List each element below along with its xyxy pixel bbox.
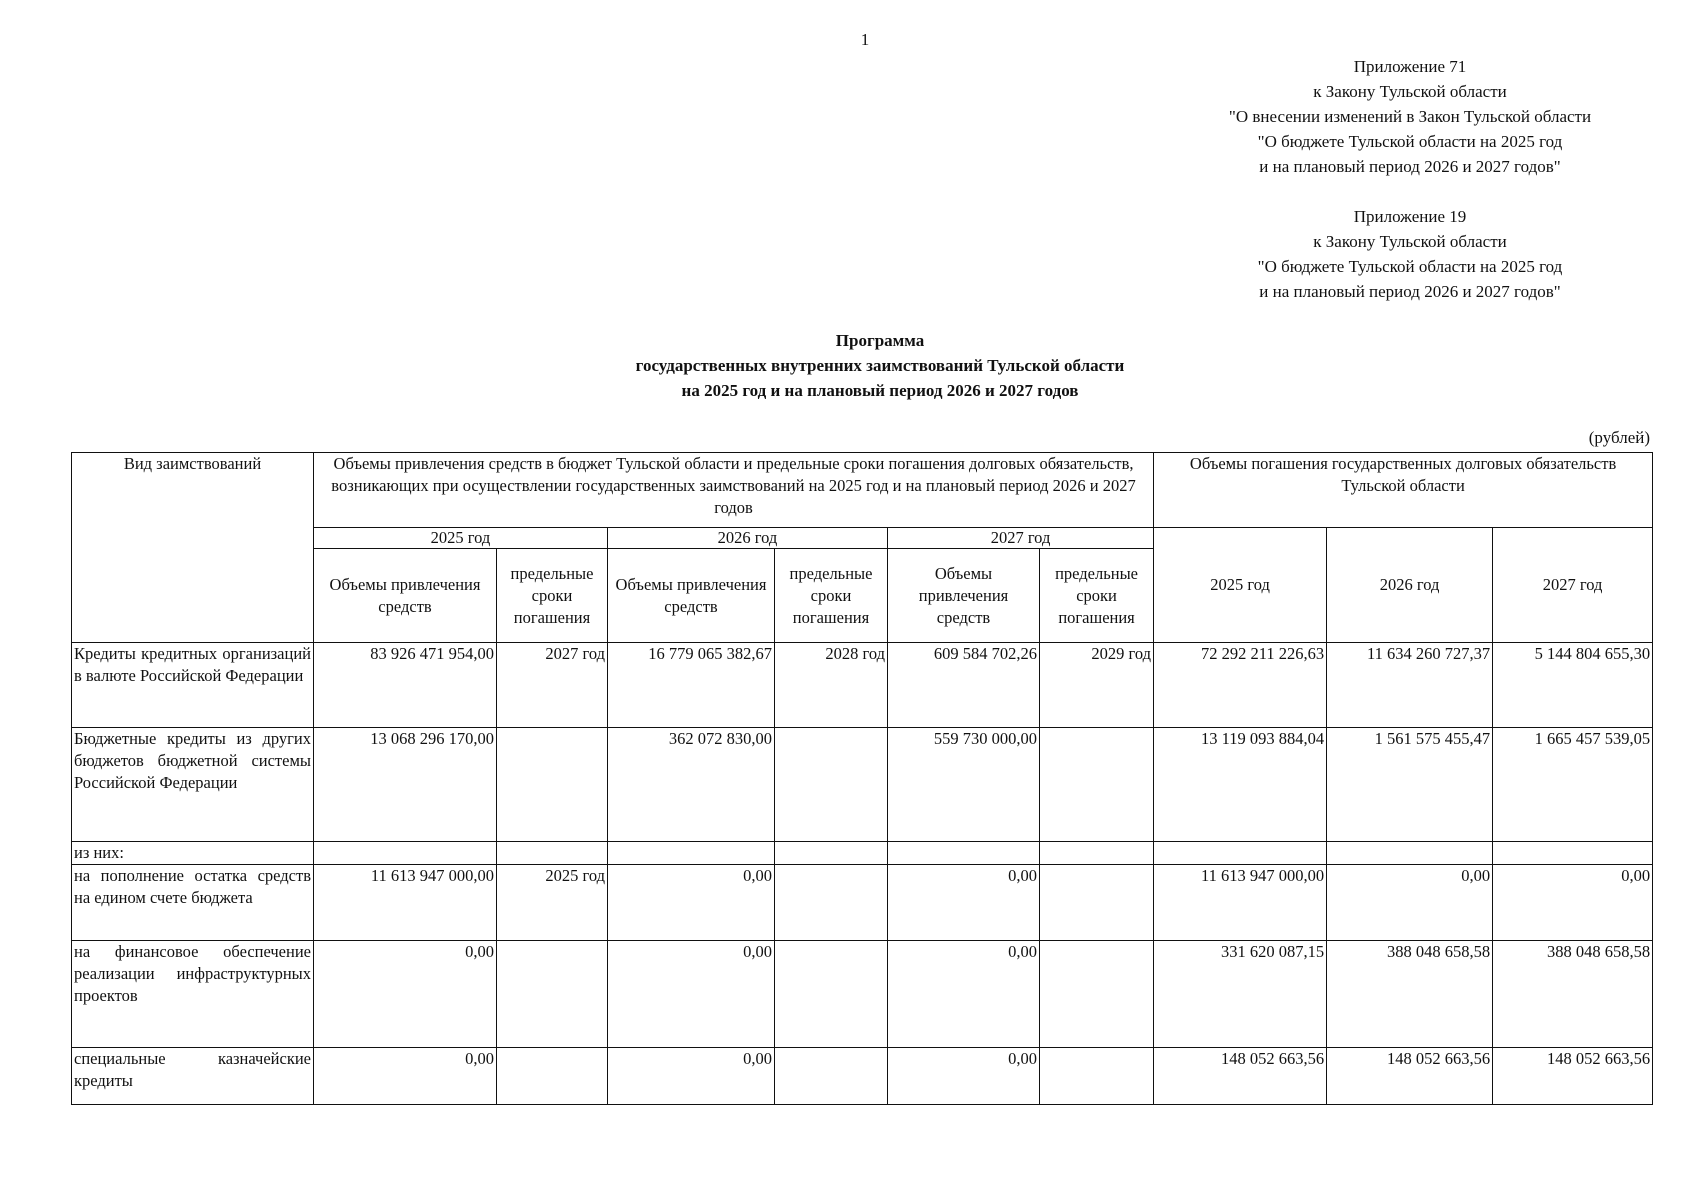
- units-label: (рублей): [1588, 428, 1650, 447]
- term-2026: [775, 842, 888, 865]
- appendix-line: "О бюджете Тульской области на 2025 год: [1257, 132, 1563, 151]
- repayment-2025: 11 613 947 000,00: [1154, 865, 1327, 941]
- repayment-2025: 13 119 093 884,04: [1154, 728, 1327, 842]
- table-row: [72, 643, 1653, 728]
- appendix-line: к Закону Тульской области: [1313, 82, 1507, 101]
- attraction-2025: 11 613 947 000,00: [314, 865, 497, 941]
- row-label: специальные казначейские кредиты: [72, 1048, 314, 1105]
- table-row: [72, 941, 1653, 1048]
- term-2027: [1040, 842, 1154, 865]
- appendix-71-header: [1180, 54, 1640, 179]
- term-2025: 2027 год: [497, 643, 608, 728]
- header-borrowing-type: Вид заимствований: [72, 453, 314, 643]
- header-year-2027: 2027 год: [888, 528, 1154, 549]
- attraction-2026: 16 779 065 382,67: [608, 643, 775, 728]
- header-attraction-volumes: Объемы привлечения средств в бюджет Тульской области и предельные сроки погашения долговых обязательств, возникающих при осуществлении государственных заимствований на 2025 год и на плановый период 2026 и 2027 годов: [314, 453, 1154, 528]
- term-2025: [497, 842, 608, 865]
- appendix-line: Приложение 19: [1353, 207, 1467, 226]
- attraction-2027: 0,00: [888, 865, 1040, 941]
- appendix-line: Приложение 71: [1353, 57, 1467, 76]
- attraction-2026: 0,00: [608, 1048, 775, 1105]
- table-row: [72, 842, 1653, 865]
- subheader-term-2027: предельные сроки погашения: [1040, 549, 1154, 643]
- subheader-volume-2027: Объемы привлечения средств: [888, 549, 1040, 643]
- repayment-2025: 148 052 663,56: [1154, 1048, 1327, 1105]
- term-2025: [497, 728, 608, 842]
- term-2026: [775, 865, 888, 941]
- title-line: на 2025 год и на плановый период 2026 и 2027 годов: [681, 381, 1079, 400]
- subheader-term-2026: предельные сроки погашения: [775, 549, 888, 643]
- repayment-2025: [1154, 842, 1327, 865]
- appendix-19-header: [1180, 204, 1640, 304]
- attraction-2026: 362 072 830,00: [608, 728, 775, 842]
- repayment-2026: 148 052 663,56: [1327, 1048, 1493, 1105]
- repayment-2026: 388 048 658,58: [1327, 941, 1493, 1048]
- attraction-2027: 559 730 000,00: [888, 728, 1040, 842]
- subheader-volume-2025: Объемы привлечения средств: [314, 549, 497, 643]
- term-2026: [775, 941, 888, 1048]
- header-repay-2025: 2025 год: [1154, 528, 1327, 643]
- row-label: Кредиты кредитных организаций в валюте Российской Федерации: [72, 643, 314, 728]
- repayment-2027: 5 144 804 655,30: [1493, 643, 1653, 728]
- appendix-line: к Закону Тульской области: [1313, 232, 1507, 251]
- attraction-2026: [608, 842, 775, 865]
- row-label: на финансовое обеспечение реализации инфраструктурных проектов: [72, 941, 314, 1048]
- term-2026: [775, 728, 888, 842]
- document-title: [380, 328, 1380, 403]
- term-2026: 2028 год: [775, 643, 888, 728]
- repayment-2026: 1 561 575 455,47: [1327, 728, 1493, 842]
- page-number: 1: [860, 30, 870, 49]
- term-2027: [1040, 728, 1154, 842]
- repayment-2026: 11 634 260 727,37: [1327, 643, 1493, 728]
- term-2026: [775, 1048, 888, 1105]
- attraction-2025: 0,00: [314, 1048, 497, 1105]
- borrowing-program-table: [71, 452, 1653, 1105]
- attraction-2025: 13 068 296 170,00: [314, 728, 497, 842]
- attraction-2025: 0,00: [314, 941, 497, 1048]
- repayment-2027: 0,00: [1493, 865, 1653, 941]
- term-2027: [1040, 941, 1154, 1048]
- attraction-2026: 0,00: [608, 865, 775, 941]
- header-repayment-volumes: Объемы погашения государственных долговых обязательств Тульской области: [1154, 453, 1653, 528]
- row-label: Бюджетные кредиты из других бюджетов бюджетной системы Российской Федерации: [72, 728, 314, 842]
- appendix-line: "О внесении изменений в Закон Тульской области: [1228, 107, 1592, 126]
- row-label: из них:: [72, 842, 314, 865]
- repayment-2025: 331 620 087,15: [1154, 941, 1327, 1048]
- attraction-2025: [314, 842, 497, 865]
- title-line: Программа: [835, 331, 925, 350]
- term-2027: [1040, 865, 1154, 941]
- term-2027: [1040, 1048, 1154, 1105]
- appendix-line: и на плановый период 2026 и 2027 годов": [1259, 282, 1561, 301]
- attraction-2026: 0,00: [608, 941, 775, 1048]
- appendix-line: "О бюджете Тульской области на 2025 год: [1257, 257, 1563, 276]
- term-2025: 2025 год: [497, 865, 608, 941]
- subheader-term-2025: предельные сроки погашения: [497, 549, 608, 643]
- repayment-2027: 148 052 663,56: [1493, 1048, 1653, 1105]
- attraction-2025: 83 926 471 954,00: [314, 643, 497, 728]
- header-repay-2027: 2027 год: [1493, 528, 1653, 643]
- repayment-2026: 0,00: [1327, 865, 1493, 941]
- table-row: [72, 865, 1653, 941]
- subheader-volume-2026: Объемы привлечения средств: [608, 549, 775, 643]
- repayment-2025: 72 292 211 226,63: [1154, 643, 1327, 728]
- attraction-2027: [888, 842, 1040, 865]
- table-row: [72, 728, 1653, 842]
- title-line: государственных внутренних заимствований Тульской области: [635, 356, 1125, 375]
- attraction-2027: 0,00: [888, 1048, 1040, 1105]
- header-year-2025: 2025 год: [314, 528, 608, 549]
- term-2027: 2029 год: [1040, 643, 1154, 728]
- repayment-2027: 1 665 457 539,05: [1493, 728, 1653, 842]
- header-year-2026: 2026 год: [608, 528, 888, 549]
- repayment-2027: [1493, 842, 1653, 865]
- term-2025: [497, 1048, 608, 1105]
- attraction-2027: 0,00: [888, 941, 1040, 1048]
- attraction-2027: 609 584 702,26: [888, 643, 1040, 728]
- appendix-line: и на плановый период 2026 и 2027 годов": [1259, 157, 1561, 176]
- header-repay-2026: 2026 год: [1327, 528, 1493, 643]
- repayment-2026: [1327, 842, 1493, 865]
- table-row: [72, 1048, 1653, 1105]
- row-label: на пополнение остатка средств на едином счете бюджета: [72, 865, 314, 941]
- term-2025: [497, 941, 608, 1048]
- repayment-2027: 388 048 658,58: [1493, 941, 1653, 1048]
